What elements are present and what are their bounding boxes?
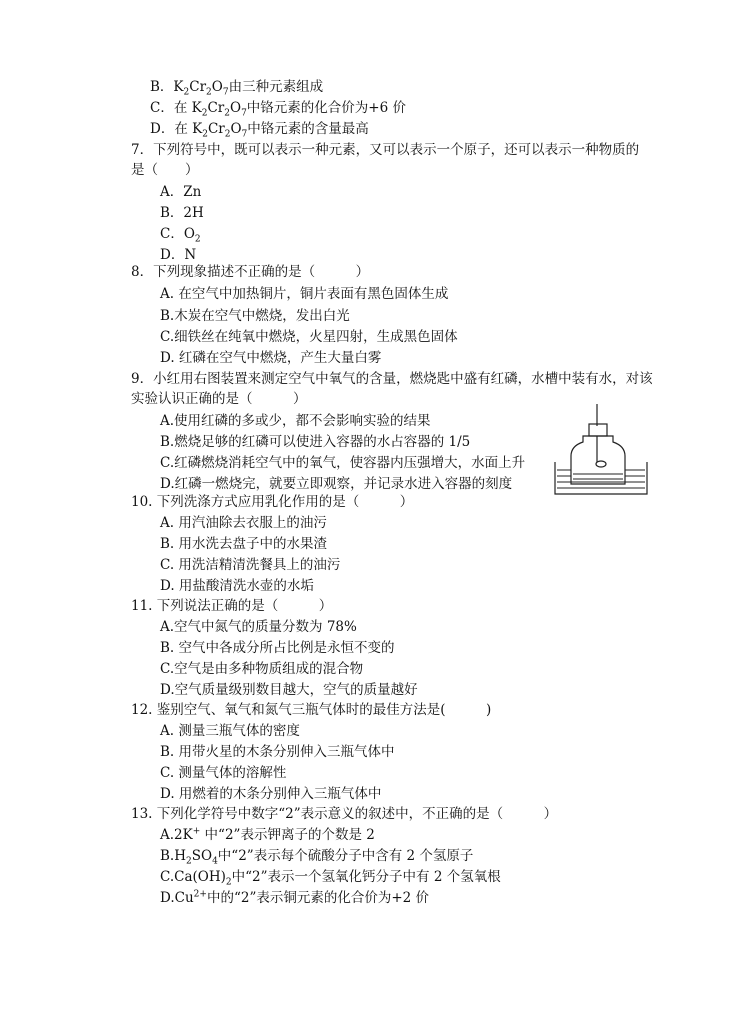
q10-option-b: B. 用水洗去盘子中的水果渣 xyxy=(160,536,328,552)
q13-stem: 13. 下列化学符号中数字“2”表示意义的叙述中，不正确的是（ ） xyxy=(131,806,558,822)
q10-stem: 10. 下列洗涤方式应用乳化作用的是（ ） xyxy=(131,494,414,510)
q7-option-c: C．$O_2$ xyxy=(160,226,201,245)
q10-option-a: A. 用汽油除去衣服上的油污 xyxy=(160,515,327,531)
q10-option-c: C. 用洗洁精清洗餐具上的油污 xyxy=(160,557,341,573)
q6-option-c: C．在 $K_2Cr_2O_7$中铬元素的化合价为+6 价 xyxy=(150,100,406,119)
q11-option-c: C.空气是由多种物质组成的混合物 xyxy=(160,661,364,677)
q7-stem: 7．下列符号中，既可以表示一种元素，又可以表示一个原子，还可以表示一种物质的 xyxy=(131,142,640,158)
q8-option-d: D. 红磷在空气中燃烧，产生大量白雾 xyxy=(160,350,382,366)
q9-option-c: C.红磷燃烧消耗空气中的氧气，使容器内压强增大，水面上升 xyxy=(160,455,526,471)
q9-option-b: B.燃烧足够的红磷可以使进入容器的水占容器的 1/5 xyxy=(160,434,471,450)
q6-option-d: D．在 $K_2Cr_2O_7$中铬元素的含量最高 xyxy=(150,121,369,140)
q7-option-b: B．2H xyxy=(160,205,204,221)
bell-jar xyxy=(571,436,625,484)
q11-option-d: D.空气质量级别数目越大，空气的质量越好 xyxy=(160,682,418,698)
q7-option-a: A．Zn xyxy=(160,184,202,200)
q12-option-b: B. 用带火星的木条分别伸入三瓶气体中 xyxy=(160,744,395,760)
q8-option-a: A. 在空气中加热铜片，铜片表面有黑色固体生成 xyxy=(160,286,449,302)
q10-option-d: D. 用盐酸清洗水壶的水垢 xyxy=(160,578,314,594)
q13-option-d: $D.Cu^{2+}$中的“2”表示铜元素的化合价为+2 价 xyxy=(160,889,430,906)
q13-option-b: $B.H_2SO_4$中“2”表示每个硫酸分子中含有 2 个氢原子 xyxy=(160,848,474,867)
q7-option-d: D．N xyxy=(160,247,197,263)
q9-option-a: A.使用红磷的多或少，都不会影响实验的结果 xyxy=(160,413,431,429)
q8-stem: 8．下列现象描述不正确的是（ ） xyxy=(131,264,370,280)
stopper xyxy=(589,424,607,436)
q8-option-c: C.细铁丝在纯氧中燃烧，火星四射，生成黑色固体 xyxy=(160,329,458,345)
q9-stem: 9．小红用右图装置来测定空气中氧气的含量，燃烧匙中盛有红磷，水槽中装有水，对该 xyxy=(131,371,653,387)
q11-option-b: B. 空气中各成分所占比例是永恒不变的 xyxy=(160,640,395,656)
q12-option-d: D. 用燃着的木条分别伸入三瓶气体中 xyxy=(160,786,382,802)
q7-stem-cont: 是（ ） xyxy=(131,162,199,178)
combustion-spoon xyxy=(596,461,606,467)
q9-option-d: D.红磷一燃烧完，就要立即观察，并记录水进入容器的刻度 xyxy=(160,476,513,492)
q9-stem-cont: 实验认识正确的是（ ） xyxy=(131,391,307,407)
q12-stem: 12. 鉴别空气、氧气和氮气三瓶气体时的最佳方法是( ) xyxy=(131,702,492,718)
q13-option-a: A.2K+ 中“2”表示钾离子的个数是 2 xyxy=(160,826,375,843)
q13-option-c: $C.Ca(OH)_2$中“2”表示一个氢氧化钙分子中有 2 个氢氧根 xyxy=(160,869,501,888)
oxygen-measurement-apparatus-diagram xyxy=(553,404,649,496)
q12-option-a: A. 测量三瓶气体的密度 xyxy=(160,723,300,739)
q12-option-c: C. 测量气体的溶解性 xyxy=(160,765,287,781)
q11-stem: 11. 下列说法正确的是（ ） xyxy=(131,598,333,614)
q6-option-b: B．$K_2Cr_2O_7$由三种元素组成 xyxy=(150,79,324,98)
q8-option-b: B.木炭在空气中燃烧，发出白光 xyxy=(160,308,350,324)
q11-option-a: A.空气中氮气的质量分数为 78% xyxy=(160,619,357,635)
